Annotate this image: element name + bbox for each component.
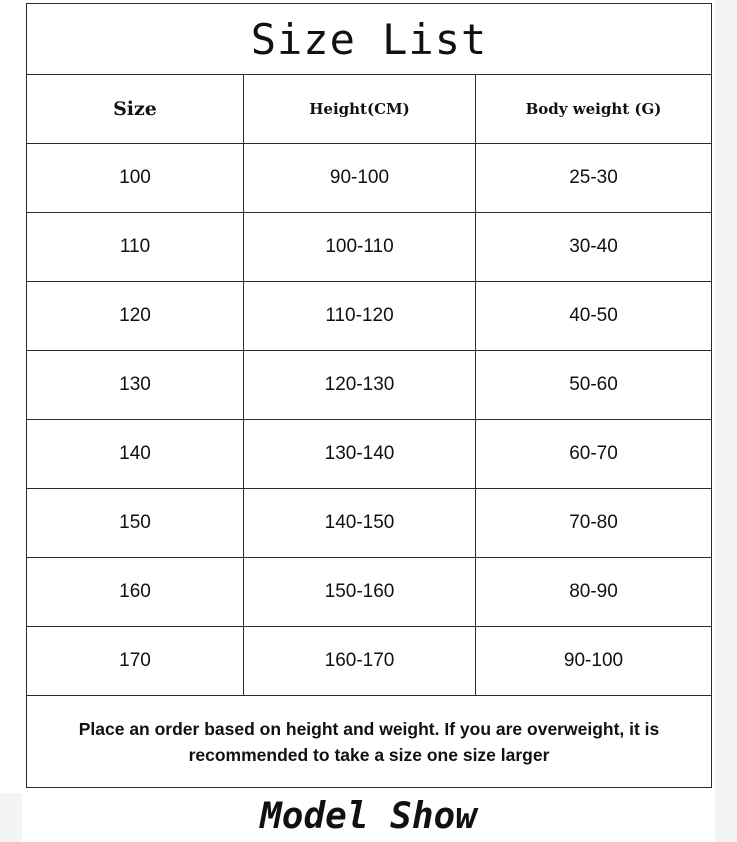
size-cell: 100: [27, 144, 244, 213]
weight-cell: 90-100: [476, 627, 712, 696]
size-cell: 170: [27, 627, 244, 696]
height-cell: 150-160: [244, 558, 476, 627]
weight-cell: 50-60: [476, 351, 712, 420]
height-cell: 110-120: [244, 282, 476, 351]
weight-cell: 70-80: [476, 489, 712, 558]
table-row: [27, 489, 712, 558]
table-row: [27, 351, 712, 420]
weight-cell: 80-90: [476, 558, 712, 627]
weight-cell: 60-70: [476, 420, 712, 489]
size-cell: 130: [27, 351, 244, 420]
table-row: [27, 420, 712, 489]
title-row: [27, 4, 712, 75]
note-row: [27, 696, 712, 788]
size-cell: 160: [27, 558, 244, 627]
size-cell: 120: [27, 282, 244, 351]
model-show-heading: Model Show: [260, 796, 477, 837]
table-row: [27, 282, 712, 351]
table-row: [27, 558, 712, 627]
height-cell: 160-170: [244, 627, 476, 696]
size-cell: 140: [27, 420, 244, 489]
right-edge-strip: [715, 0, 737, 842]
header-body-weight: Body weight (G): [476, 75, 712, 144]
weight-cell: 40-50: [476, 282, 712, 351]
weight-cell: 30-40: [476, 213, 712, 282]
table-row: [27, 213, 712, 282]
table-title: Size List: [27, 4, 712, 75]
weight-cell: 25-30: [476, 144, 712, 213]
height-cell: 130-140: [244, 420, 476, 489]
header-row: [27, 75, 712, 144]
sizing-note: Place an order based on height and weight. If you are overweight, it is recommended to take a size one size larger: [27, 696, 712, 788]
size-cell: 150: [27, 489, 244, 558]
height-cell: 90-100: [244, 144, 476, 213]
header-height: Height(CM): [244, 75, 476, 144]
height-cell: 120-130: [244, 351, 476, 420]
height-cell: 140-150: [244, 489, 476, 558]
table-row: [27, 627, 712, 696]
height-cell: 100-110: [244, 213, 476, 282]
header-size: Size: [27, 75, 244, 144]
table-row: [27, 144, 712, 213]
size-cell: 110: [27, 213, 244, 282]
size-chart-table: [26, 3, 712, 788]
